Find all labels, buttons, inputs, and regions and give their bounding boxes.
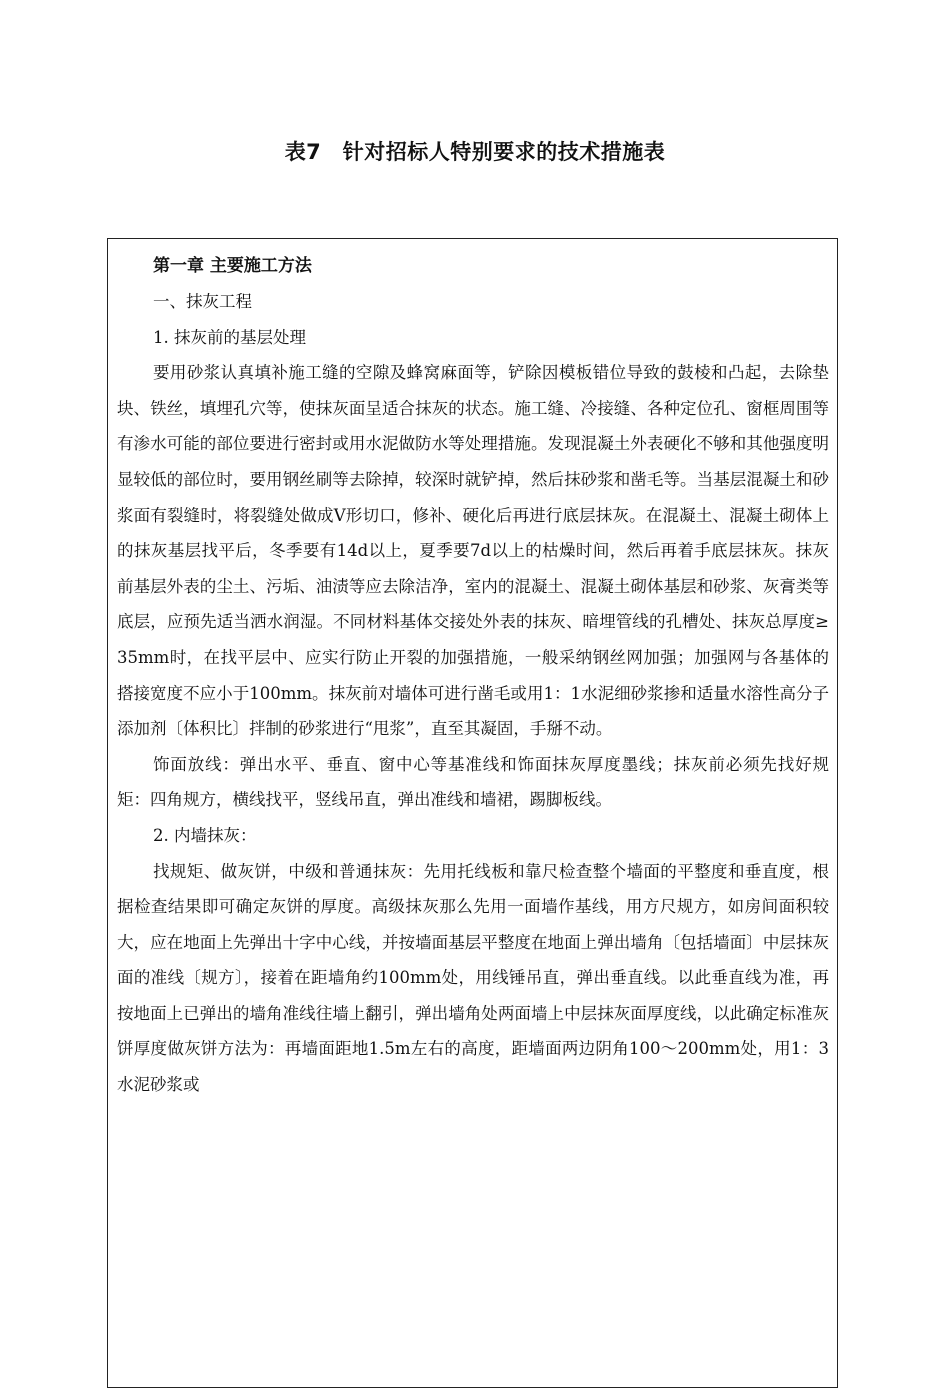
body-paragraph: 找规矩、做灰饼，中级和普通抹灰：先用托线板和靠尺检查整个墙面的平整度和垂直度，根据检查结果即可确定灰饼的厚度。高级抹灰那么先用一面墙作基线，用方尺规方，如房间面积较大，应在地面上先弹出十字中心线，并按墙面基层平整度在地面上弹出墙角〔包括墙面〕中层抹灰面的准线〔规方〕，接着在距墙角约100mm处，用线锤吊直，弹出垂直线。以此垂直线为准，再按地面上已弹出的墙角准线往墙上翻引，弹出墙角处两面墙上中层抹灰面厚度线，以此确定标准灰饼厚度做灰饼方法为：再墙面距地1.5m左右的高度，距墙面两边阴角100～200mm处，用1：3水泥砂浆或 xyxy=(117,861,829,1095)
content-table-cell xyxy=(107,238,838,1388)
subsection-heading: 2. 内墙抹灰： xyxy=(153,825,257,845)
section-heading: 一、抹灰工程 xyxy=(153,292,252,311)
body-paragraph: 饰面放线：弹出水平、垂直、窗中心等基准线和饰面抹灰厚度墨线；抹灰前必须先找好规矩：四角规方，横线找平，竖线吊直，弹出准线和墙裙，踢脚板线。 xyxy=(117,754,829,810)
page-title: 表7 针对招标人特别要求的技术措施表 xyxy=(284,140,666,164)
body-paragraph: 要用砂浆认真填补施工缝的空隙及蜂窝麻面等，铲除因模板错位导致的鼓棱和凸起，去除垫块、铁丝，填埋孔穴等，使抹灰面呈适合抹灰的状态。施工缝、冷接缝、各种定位孔、窗框周围等有渗水可能的部位要进行密封或用水泥做防水等处理措施。发现混凝土外表硬化不够和其他强度明显较低的部位时，要用钢丝刷等去除掉，较深时就铲掉，然后抹砂浆和凿毛等。当基层混凝土和砂浆面有裂缝时，将裂缝处做成V形切口，修补、硬化后再进行底层抹灰。在混凝土、混凝土砌体上的抹灰基层找平后，冬季要有14d以上，夏季要7d以上的枯燥时间，然后再着手底层抹灰。抹灰前基层外表的尘土、污垢、油渍等应去除洁净，室内的混凝土、混凝土砌体基层和砂浆、灰膏类等底层，应预先适当洒水润湿。不同材料基体交接处外表的抹灰、暗埋管线的孔槽处、抹灰总厚度≥35mm时，在找平层中、应实行防止开裂的加强措施，一般采纳钢丝网加强；加强网与各基体的搭接宽度不应小于100mm。抹灰前对墙体可进行凿毛或用1：1水泥细砂浆掺和适量水溶性高分子添加剂〔体积比〕拌制的砂浆进行“甩浆”，直至其凝固，手掰不动。 xyxy=(117,363,829,739)
chapter-heading: 第一章 主要施工方法 xyxy=(153,256,312,276)
subsection-heading: 1. 抹灰前的基层处理 xyxy=(153,327,306,347)
